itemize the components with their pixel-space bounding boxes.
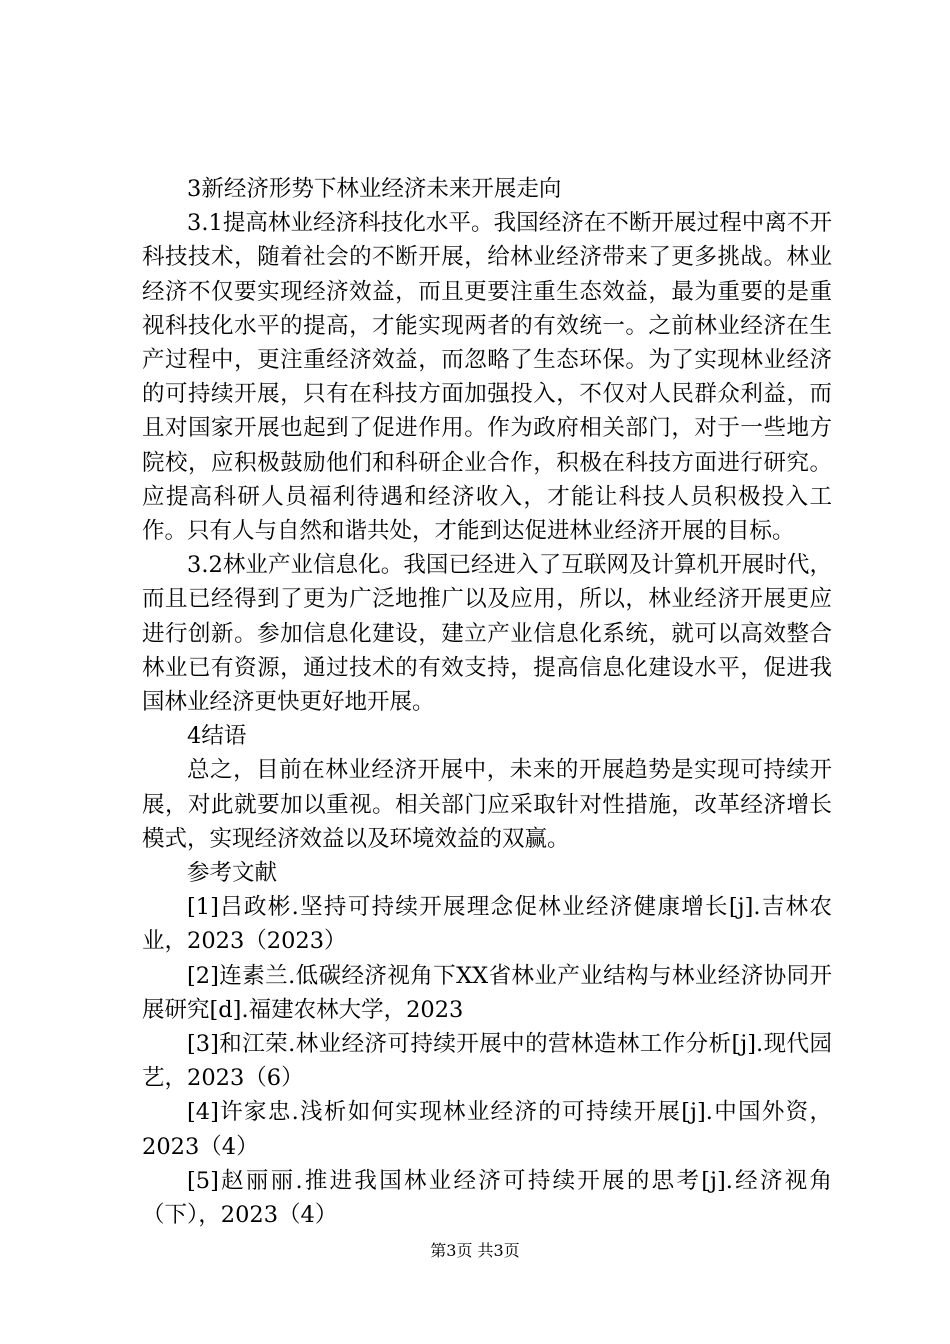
section-3-1-paragraph: 3.1提高林业经济科技化水平。我国经济在不断开展过程中离不开科技技术，随着社会的不断开展，给林业经济带来了更多挑战。林业经济不仅要实现经济效益，而且更要注重生态效益，最为重要的是重视科技化水平的提高，才能实现两者的有效统一。之前林业经济在生产过程中，更注重经济效益，而忽略了生态环保。为了实现林业经济的可持续开展，只有在科技方面加强投入，不仅对人民群众利益，而且对国家开展也起到了促进作用。作为政府相关部门，对于一些地方院校，应积极鼓励他们和科研企业合作，积极在科技方面进行研究。应提高科研人员福利待遇和经济收入，才能让科技人员积极投入工作。只有人与自然和谐共处，才能到达促进林业经济开展的目标。	[142, 210, 832, 545]
reference-item: [2]连素兰.低碳经济视角下XX省林业产业结构与林业经济协同开展研究[d].福建农林大学，2023	[142, 962, 832, 1023]
conclusion-paragraph: 总之，目前在林业经济开展中，未来的开展趋势是实现可持续开展，对此就要加以重视。相关部门应采取针对性措施，改革经济增长模式，实现经济效益以及环境效益的双赢。	[142, 757, 832, 852]
section-4-heading: 4结语	[187, 723, 247, 750]
reference-item: [5]赵丽丽.推进我国林业经济可持续开展的思考[j].经济视角（下），2023（4）	[142, 1167, 832, 1229]
document-body	[142, 172, 832, 1232]
section-3-2-paragraph: 3.2林业产业信息化。我国已经进入了互联网及计算机开展时代，而且已经得到了更为广泛地推广以及应用，所以，林业经济开展更应进行创新。参加信息化建设，建立产业信息化系统，就可以高效整合林业已有资源，通过技术的有效支持，提高信息化建设水平，促进我国林业经济更快更好地开展。	[142, 552, 832, 716]
reference-item: [4]许家忠.浅析如何实现林业经济的可持续开展[j].中国外资，2023（4）	[142, 1099, 832, 1160]
reference-item: [1]吕政彬.坚持可持续开展理念促林业经济健康增长[j].吉林农业，2023（2023）	[142, 894, 832, 955]
page-number-footer: 第3页 共3页	[430, 1241, 520, 1260]
references-heading: 参考文献	[187, 860, 278, 887]
section-3-heading: 3新经济形势下林业经济未来开展走向	[187, 176, 562, 202]
reference-item: [3]和江荣.林业经济可持续开展中的营林造林工作分析[j].现代园艺，2023（6）	[142, 1031, 832, 1092]
